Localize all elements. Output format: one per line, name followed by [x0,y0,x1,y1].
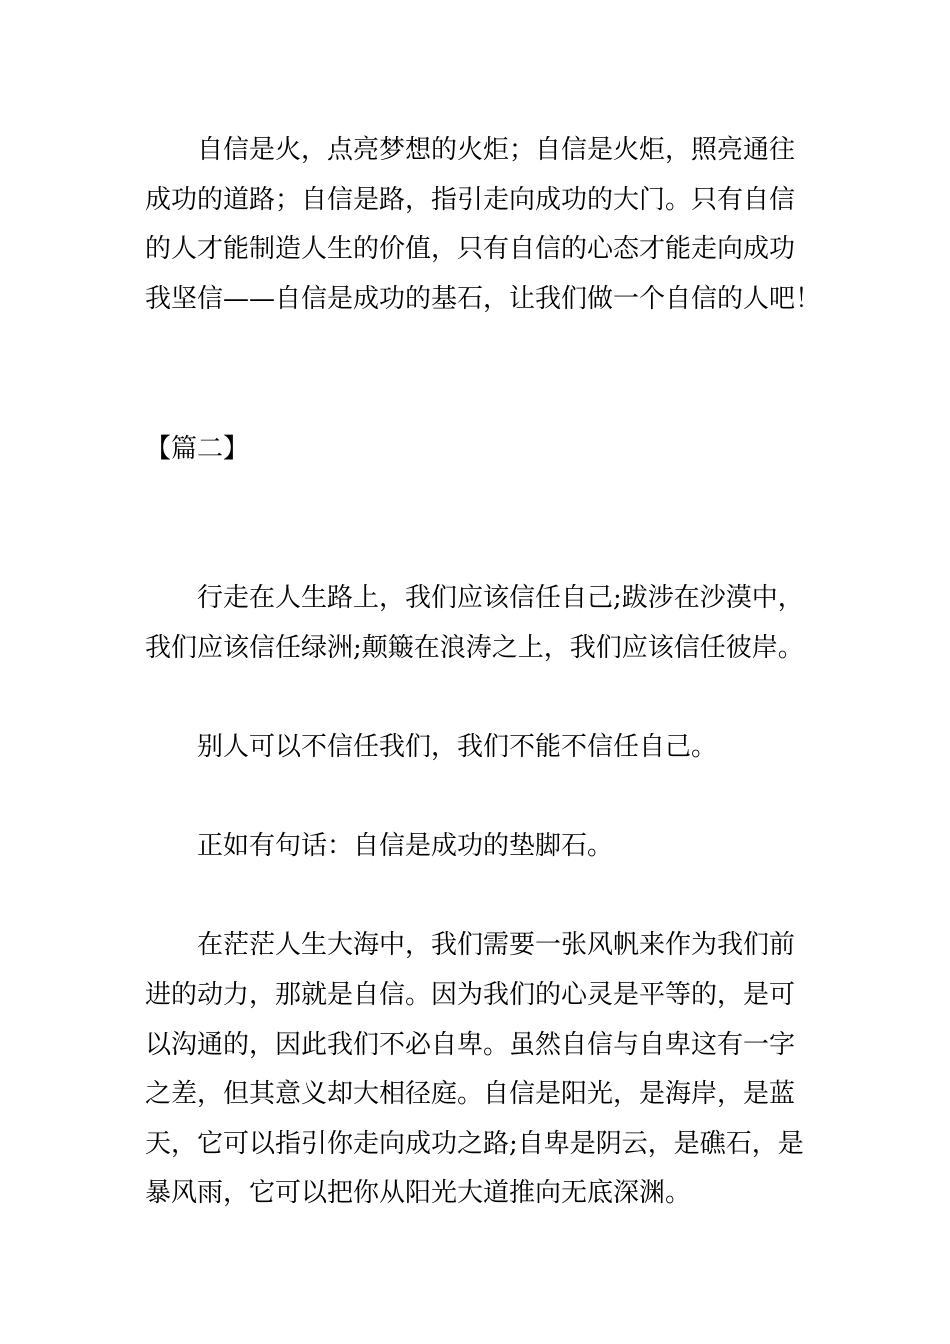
text-line: 进的动力，那就是自信。因为我们的心灵是平等的，是可 [145,980,796,1010]
text-line: 暴风雨，它可以把你从阳光大道推向无底深渊。 [145,1178,692,1208]
text-line: 之差，但其意义却大相径庭。自信是阳光，是海岸，是蓝 [145,1079,796,1109]
text-line: 在茫茫人生大海中，我们需要一张风帆来作为我们前 [197,930,796,960]
text-line: 我们应该信任绿洲;颠簸在浪涛之上，我们应该信任彼岸。 [145,633,804,663]
text-line: 以沟通的，因此我们不必自卑。虽然自信与自卑这有一字 [145,1030,796,1060]
text-line: 自信是火，点亮梦想的火炬；自信是火炬，照亮通往 [197,135,796,165]
text-line: 的人才能制造人生的价值，只有自信的心态才能走向成功 [145,234,796,264]
text-line: 天，它可以指引你走向成功之路;自卑是阴云，是礁石，是 [145,1129,804,1159]
text-line: 正如有句话：自信是成功的垫脚石。 [197,831,614,861]
text-line: 别人可以不信任我们，我们不能不信任自己。 [197,732,718,762]
section-heading: 【篇二】 [145,434,250,464]
text-line: 我坚信——自信是成功的基石，让我们做一个自信的人吧！ [145,284,822,314]
text-line: 成功的道路；自信是路，指引走向成功的大门。只有自信 [145,185,796,215]
text-line: 行走在人生路上，我们应该信任自己;跋涉在沙漠中， [197,583,804,613]
